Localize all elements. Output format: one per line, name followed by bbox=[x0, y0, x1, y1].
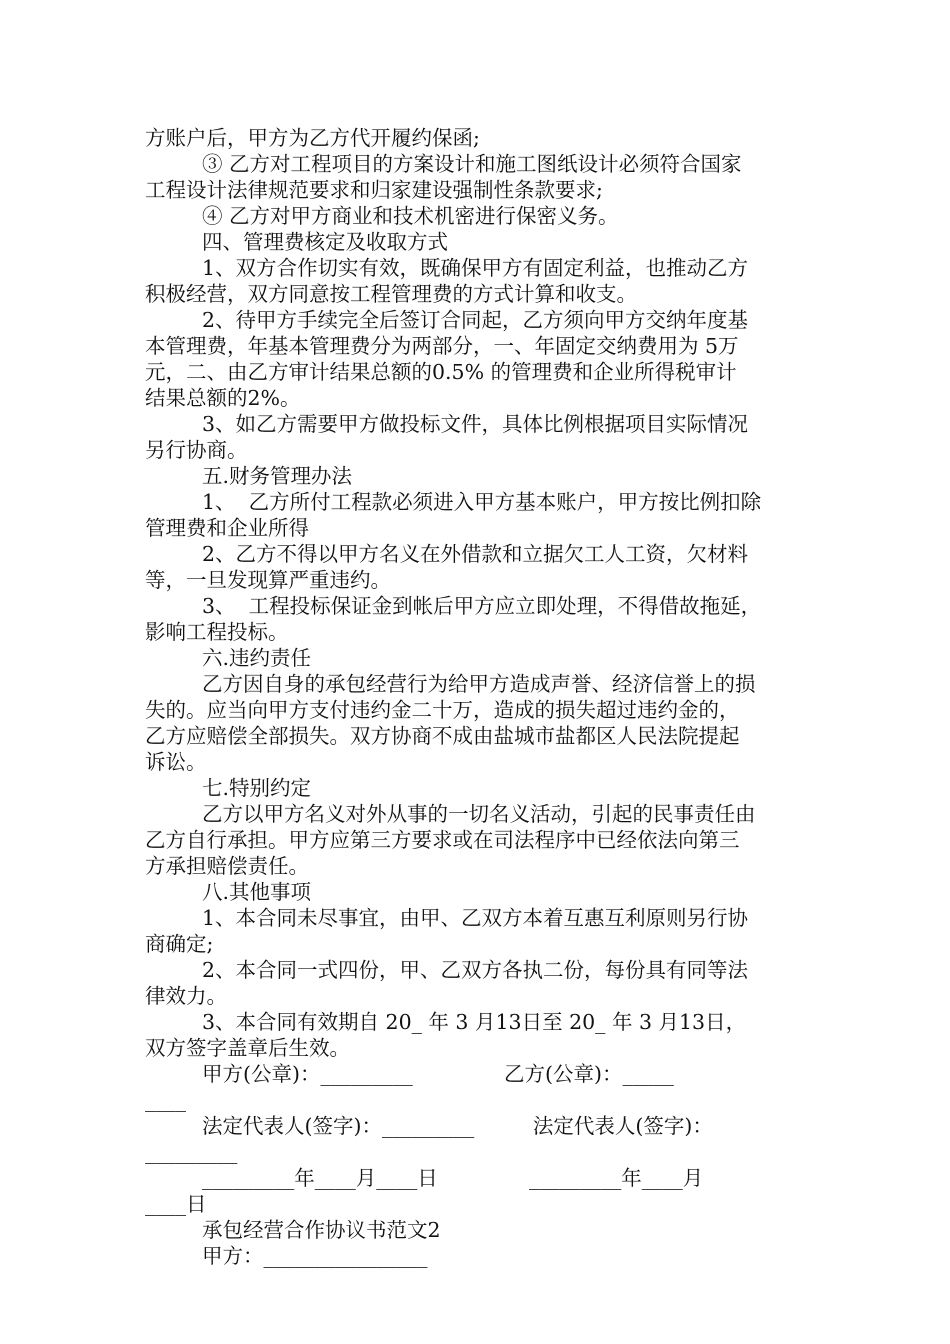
text-line: 2、乙方不得以甲方名义在外借款和立据欠工人工资，欠材料 bbox=[202, 542, 749, 566]
text-line: ____ bbox=[145, 1088, 186, 1112]
text-line: 影响工程投标。 bbox=[145, 620, 289, 644]
text-line: 乙方应赔偿全部损失。双方协商不成由盐城市盐都区人民法院提起 bbox=[145, 724, 740, 748]
text-line: 方账户后，甲方为乙方代开履约保函; bbox=[145, 126, 480, 150]
text-line: 等，一旦发现算严重违约。 bbox=[145, 568, 391, 592]
text-line: 工程设计法律规范要求和归家建设强制性条款要求; bbox=[145, 178, 603, 202]
section-heading: 七.特别约定 bbox=[202, 776, 312, 800]
text-line: 商确定; bbox=[145, 932, 214, 956]
text-line: 1、本合同未尽事宜，由甲、乙双方本着互惠互利原则另行协 bbox=[202, 906, 749, 930]
section-heading: 六.违约责任 bbox=[202, 646, 312, 670]
text-line: 乙方自行承担。甲方应第三方要求或在司法程序中已经依法向第三 bbox=[145, 828, 740, 852]
text-line: ③ 乙方对工程项目的方案设计和施工图纸设计必须符合国家 bbox=[202, 152, 742, 176]
date-line: _________年____月____日 _________年____月 bbox=[202, 1166, 704, 1190]
text-line: 失的。应当向甲方支付违约金二十万，造成的损失超过违约金的， bbox=[145, 698, 740, 722]
signature-line-party-a: 甲方(公章)：_________ 乙方(公章)：_____ bbox=[202, 1062, 674, 1086]
text-line: 2、待甲方手续完全后签订合同起，乙方须向甲方交纳年度基 bbox=[202, 308, 749, 332]
section-heading: 四、管理费核定及收取方式 bbox=[202, 230, 448, 254]
text-line: 双方签字盖章后生效。 bbox=[145, 1036, 350, 1060]
section-heading: 五.财务管理办法 bbox=[202, 464, 353, 488]
text-line: 3、如乙方需要甲方做投标文件，具体比例根据项目实际情况 bbox=[202, 412, 749, 436]
text-line: 积极经营，双方同意按工程管理费的方式计算和收支。 bbox=[145, 282, 637, 306]
text-line: 本管理费，年基本管理费分为两部分，一、年固定交纳费用为 5万 bbox=[145, 334, 739, 358]
text-line: 管理费和企业所得 bbox=[145, 516, 309, 540]
party-a-line: 甲方：________________ bbox=[202, 1244, 428, 1268]
text-line: 3、 工程投标保证金到帐后甲方应立即处理，不得借故拖延， bbox=[202, 594, 762, 618]
text-line: 乙方以甲方名义对外从事的一切名义活动，引起的民事责任由 bbox=[202, 802, 756, 826]
text-line: 另行协商。 bbox=[145, 438, 248, 462]
signature-line-representative: 法定代表人(签字)：_________ 法定代表人(签字)： bbox=[202, 1114, 713, 1138]
text-line: 乙方因自身的承包经营行为给甲方造成声誉、经济信誉上的损 bbox=[202, 672, 756, 696]
document-title: 承包经营合作协议书范文2 bbox=[202, 1218, 441, 1242]
text-line: 元，二、由乙方审计结果总额的0.5% 的管理费和企业所得税审计 bbox=[145, 360, 737, 384]
text-line: ④ 乙方对甲方商业和技术机密进行保密义务。 bbox=[202, 204, 619, 228]
text-line: 结果总额的2%。 bbox=[145, 386, 301, 410]
text-line: 1、 乙方所付工程款必须进入甲方基本账户，甲方按比例扣除 bbox=[202, 490, 762, 514]
text-line: 诉讼。 bbox=[145, 750, 207, 774]
text-line: 律效力。 bbox=[145, 984, 227, 1008]
text-line: 方承担赔偿责任。 bbox=[145, 854, 309, 878]
text-line: 1、双方合作切实有效，既确保甲方有固定利益，也推动乙方 bbox=[202, 256, 749, 280]
text-line: 3、本合同有效期自 20_ 年 3 月13日至 20_ 年 3 月13日， bbox=[202, 1010, 747, 1034]
text-line: _________ bbox=[145, 1140, 238, 1164]
text-line: 2、本合同一式四份，甲、乙双方各执二份，每份具有同等法 bbox=[202, 958, 749, 982]
text-line: ____日 bbox=[145, 1192, 207, 1216]
section-heading: 八.其他事项 bbox=[202, 880, 312, 904]
